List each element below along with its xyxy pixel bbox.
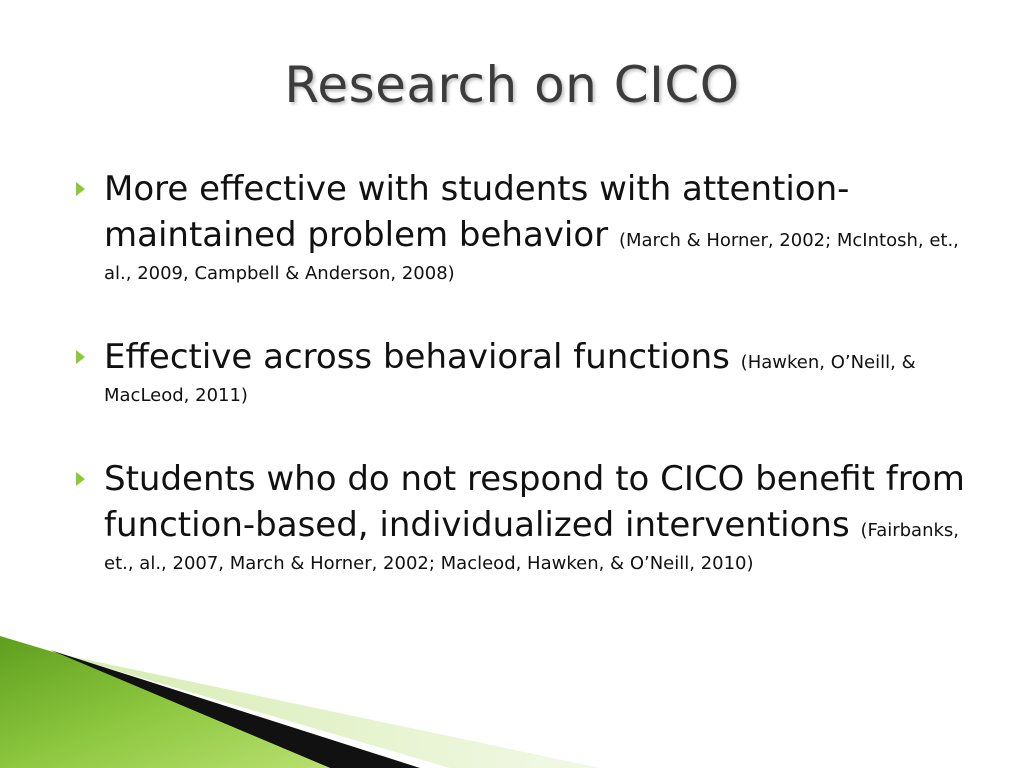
bullet-citation: (Hawken, O’Neill, & MacLeod, 2011)	[104, 352, 916, 406]
bullet-item	[74, 456, 974, 580]
bullet-citation: (Fairbanks, et., al., 2007, March & Horner, 2002; Macleod, Hawken, & O’Neill, 2010)	[104, 520, 960, 574]
corner-swoosh-decoration	[0, 628, 1024, 768]
bullet-item	[74, 166, 974, 290]
slide-title: Research on CICO	[284, 56, 740, 114]
bullet-text: Students who do not respond to CICO benefit from function-based, individualized interventions	[104, 459, 965, 545]
bullet-list	[74, 166, 974, 624]
triangle-bullet-icon	[76, 350, 85, 364]
bullet-text: More effective with students with attention-maintained problem behavior	[104, 169, 850, 255]
bullet-citation: (March & Horner, 2002; McIntosh, et., al., 2009, Campbell & Anderson, 2008)	[104, 230, 959, 284]
triangle-bullet-icon	[76, 182, 85, 196]
bullet-item	[74, 334, 974, 412]
triangle-bullet-icon	[76, 472, 85, 486]
bullet-text: Effective across behavioral functions	[104, 337, 741, 377]
